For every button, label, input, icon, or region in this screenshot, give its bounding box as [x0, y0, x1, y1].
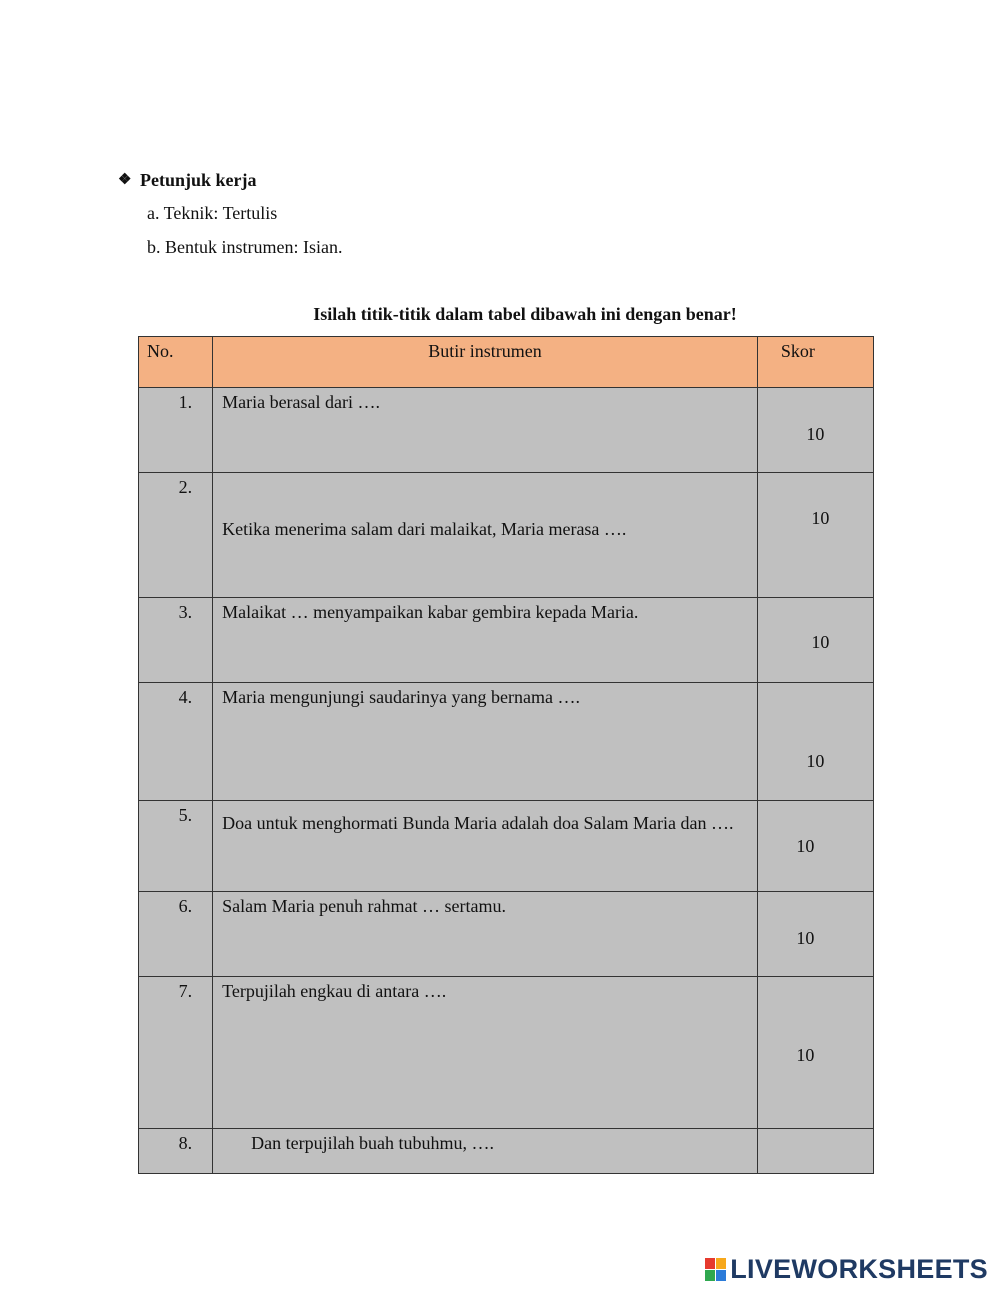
instruction-item-technique: a. Teknik: Tertulis — [147, 203, 278, 223]
table-row — [139, 892, 874, 977]
row-number: 2. — [139, 473, 213, 598]
row-number: 4. — [139, 683, 213, 801]
score-value: 10 — [757, 892, 873, 977]
score-value: 10 — [757, 473, 873, 598]
table-row — [139, 388, 874, 473]
score-value: 10 — [757, 683, 873, 801]
table-row — [139, 598, 874, 683]
question-text: Maria mengunjungi saudarinya yang bernama …. — [213, 683, 758, 801]
header-item: Butir instrumen — [213, 337, 758, 388]
logo-text: LIVEWORKSHEETS — [730, 1254, 988, 1284]
score-value: 10 — [757, 801, 873, 892]
logo-square-icon — [716, 1258, 726, 1269]
logo-square-icon — [705, 1258, 715, 1269]
instruction-item-form: b. Bentuk instrumen: Isian. — [147, 237, 343, 257]
task-title: Isilah titik-titik dalam tabel dibawah ini dengan benar! — [313, 304, 737, 324]
score-value: 10 — [757, 598, 873, 683]
logo-square-icon — [705, 1270, 715, 1281]
table-row — [139, 801, 874, 892]
table-header-row — [139, 337, 874, 388]
header-score: Skor — [757, 337, 873, 388]
row-number: 1. — [139, 388, 213, 473]
table-row — [139, 683, 874, 801]
table-row — [139, 977, 874, 1129]
row-number: 6. — [139, 892, 213, 977]
question-text: Maria berasal dari …. — [213, 388, 758, 473]
diamond-bullet-icon: ❖ — [118, 172, 132, 188]
question-table — [138, 336, 874, 1174]
logo-square-icon — [716, 1270, 726, 1281]
question-text: Terpujilah engkau di antara …. — [213, 977, 758, 1129]
instructions — [118, 168, 342, 259]
score-value — [757, 1129, 873, 1174]
question-text: Dan terpujilah buah tubuhmu, …. — [213, 1129, 758, 1174]
question-text: Ketika menerima salam dari malaikat, Maria merasa …. — [213, 473, 758, 598]
row-number: 3. — [139, 598, 213, 683]
instructions-heading-text: Petunjuk kerja — [140, 170, 257, 190]
question-text: Malaikat … menyampaikan kabar gembira kepada Maria. — [213, 598, 758, 683]
header-no: No. — [139, 337, 213, 388]
question-text: Doa untuk menghormati Bunda Maria adalah doa Salam Maria dan …. — [213, 801, 758, 892]
row-number: 7. — [139, 977, 213, 1129]
row-number: 5. — [139, 801, 213, 892]
score-value: 10 — [757, 388, 873, 473]
liveworksheets-logo-icon — [705, 1258, 726, 1281]
instructions-heading — [118, 168, 342, 192]
table-row — [139, 1129, 874, 1174]
liveworksheets-logo — [705, 1254, 988, 1285]
score-value: 10 — [757, 977, 873, 1129]
table-row — [139, 473, 874, 598]
question-text: Salam Maria penuh rahmat … sertamu. — [213, 892, 758, 977]
row-number: 8. — [139, 1129, 213, 1174]
